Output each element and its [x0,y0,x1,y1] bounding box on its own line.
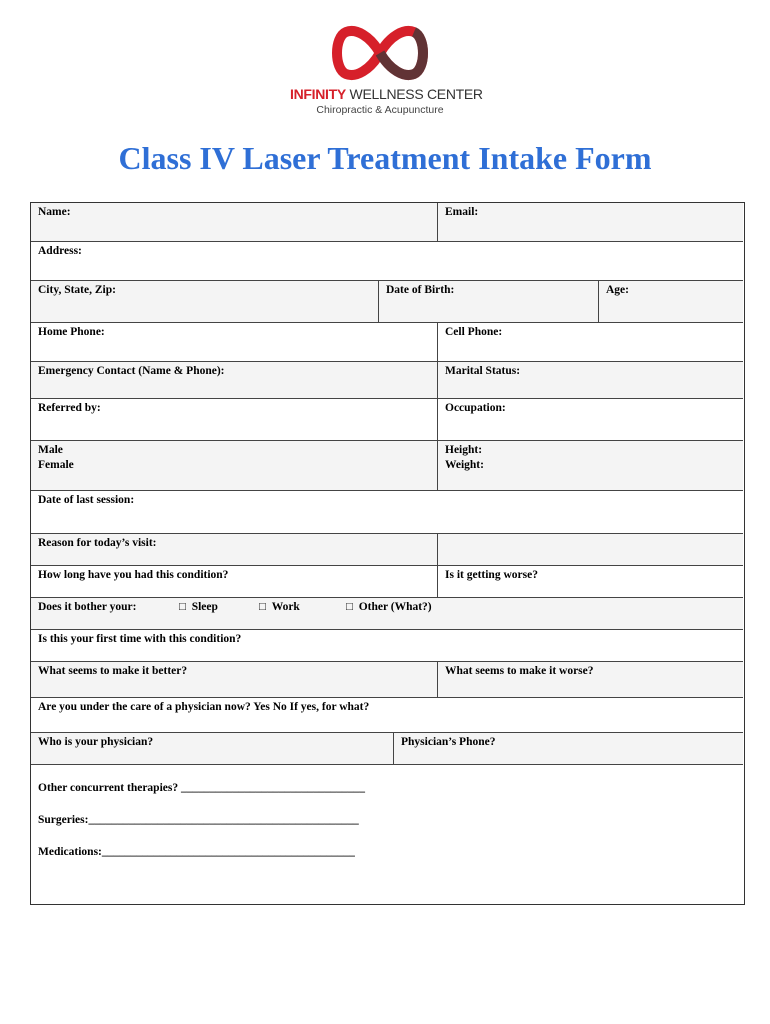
work-option[interactable] [259,601,300,613]
row-name-email [31,203,743,242]
reason-extra-field[interactable] [437,534,743,565]
occupation-field[interactable] [437,399,743,440]
last-session-field[interactable] [31,491,743,533]
home-phone-label: Home Phone: [38,326,105,338]
getting-worse-field[interactable] [437,566,743,597]
city-state-zip-label: City, State, Zip: [38,284,116,296]
first-time-label: Is this your first time with this condition? [38,633,242,645]
page-title: Class IV Laser Treatment Intake Form [118,140,652,176]
referred-by-label: Referred by: [38,402,101,414]
brand-name [290,86,483,102]
brand-name-rest: WELLNESS CENTER [345,86,483,102]
row-physician-care [31,698,743,733]
age-field[interactable] [598,281,743,322]
row-first-time [31,630,743,662]
brand-tagline: Chiropractic & Acupuncture [316,104,444,116]
other-therapies-line[interactable]: Other concurrent therapies? ________________________________ [38,782,365,794]
physician-care-label: Are you under the care of a physician now? Yes No If yes, for what? [38,701,370,713]
sleep-option[interactable] [179,601,218,613]
better-label: What seems to make it better? [38,665,188,677]
emergency-contact-label: Emergency Contact (Name & Phone): [38,365,225,377]
physician-name-label: Who is your physician? [38,736,154,748]
name-label: Name: [38,206,71,218]
other-option[interactable] [346,601,432,613]
email-label: Email: [445,206,479,218]
male-option[interactable]: Male [38,444,63,456]
how-long-label: How long have you had this condition? [38,569,229,581]
address-label: Address: [38,245,82,257]
name-field[interactable] [31,203,438,241]
getting-worse-label: Is it getting worse? [445,569,538,581]
worse-field[interactable] [437,662,743,697]
row-how-long [31,566,743,598]
medications-line[interactable]: Medications:____________________________________________ [38,846,355,858]
height-weight-field[interactable] [437,441,743,490]
physician-phone-label: Physician’s Phone? [401,736,496,748]
how-long-field[interactable] [31,566,438,597]
row-last-session [31,491,743,534]
other-checkbox-icon[interactable]: □ [346,601,353,613]
cell-phone-label: Cell Phone: [445,326,503,338]
physician-name-field[interactable] [31,733,394,764]
row-bother [31,598,743,630]
row-referred-occupation [31,399,743,441]
infinity-logo-icon [330,22,430,84]
other-label: Other (What?) [358,601,432,613]
height-label: Height: [445,444,483,456]
age-label: Age: [606,284,629,296]
cell-phone-field[interactable] [437,323,743,361]
surgeries-line[interactable]: Surgeries:_______________________________________________ [38,814,359,826]
better-field[interactable] [31,662,438,697]
bother-label: Does it bother your: [38,601,137,613]
date-of-birth-label: Date of Birth: [386,284,455,296]
intake-form [30,202,745,905]
city-state-zip-field[interactable] [31,281,379,322]
reason-field[interactable] [31,534,438,565]
sex-field[interactable] [31,441,438,490]
row-phones [31,323,743,362]
work-label: Work [271,601,300,613]
marital-status-field[interactable] [437,362,743,398]
email-field[interactable] [437,203,743,241]
first-time-field[interactable] [31,630,743,661]
home-phone-field[interactable] [31,323,438,361]
occupation-label: Occupation: [445,402,506,414]
row-better-worse [31,662,743,698]
logo [290,22,483,122]
weight-label: Weight: [445,459,484,471]
female-option[interactable]: Female [38,459,74,471]
sleep-checkbox-icon[interactable]: □ [179,601,186,613]
reason-label: Reason for today’s visit: [38,537,157,549]
address-field[interactable] [31,242,743,280]
row-reason [31,534,743,566]
row-city-dob-age [31,281,743,323]
brand-name-bold: INFINITY [290,86,346,102]
sleep-label: Sleep [191,601,218,613]
physician-care-field[interactable] [31,698,743,732]
row-emergency-marital [31,362,743,399]
row-history [31,765,743,904]
emergency-contact-field[interactable] [31,362,438,398]
marital-status-label: Marital Status: [445,365,521,377]
row-physician [31,733,743,765]
referred-by-field[interactable] [31,399,438,440]
date-of-birth-field[interactable] [378,281,599,322]
last-session-label: Date of last session: [38,494,135,506]
work-checkbox-icon[interactable]: □ [259,601,266,613]
row-address [31,242,743,281]
physician-phone-field[interactable] [393,733,743,764]
worse-label: What seems to make it worse? [445,665,594,677]
row-sex-height-weight [31,441,743,491]
